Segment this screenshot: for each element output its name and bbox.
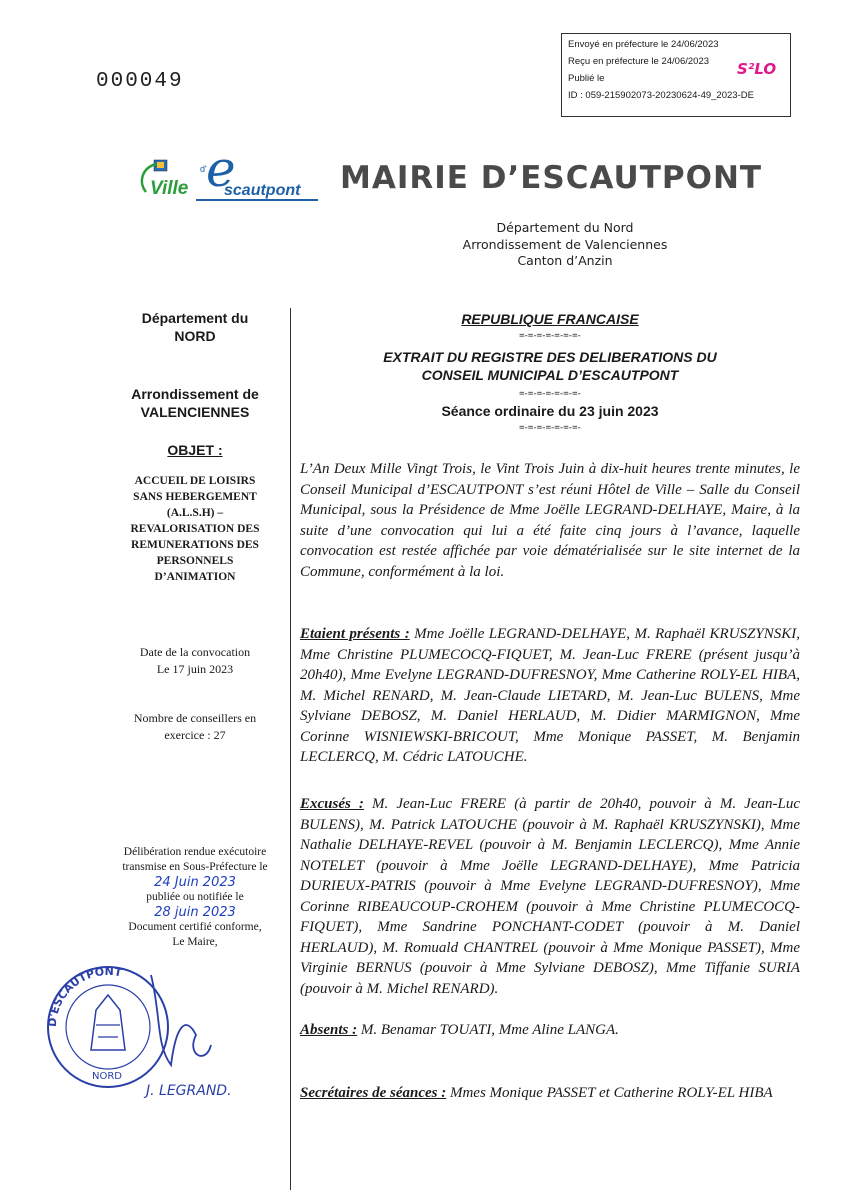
enforcement-line: Délibération rendue exécutoire	[123, 846, 267, 858]
convocation-date	[100, 644, 290, 678]
prefecture-stamp	[561, 33, 791, 117]
excused-label: Excusés :	[300, 796, 364, 812]
session-heading: Séance ordinaire du 23 juin 2023	[441, 403, 659, 419]
convocation-label: Date de la convocation	[139, 645, 251, 659]
present-list: Mme Joëlle LEGRAND-DELHAYE, M. Raphaël KRUSZYNSKI, Mme Christine PLUMECOCQ-FIQUET, M. Jean-Luc FRERE (présent jusqu’à 20h40), Mme Evelyne LEGRAND-DUFRESNOY, Mme Catherine ROLY-EL HIBA, M. Michel RENARD, M. Jean-Claude LIETARD, M. Jean-Luc BULENS, Mme Sylviane DEBOSZ, M. Daniel HERLAUD, M. Didier MARMIGNON, Mme Corinne WISNIEWSKI-BRICOUT, Mme Monique PASSET, M. Benjamin LECLERCQ, M. Cédric LATOUCHE.	[300, 626, 800, 765]
objet-line: PERSONNELS	[156, 555, 234, 567]
enforcement-block	[100, 845, 290, 950]
extract-heading-line: EXTRAIT DU REGISTRE DES DELIBERATIONS DU	[383, 349, 717, 365]
enforcement-line: publiée ou notifiée le	[146, 891, 244, 903]
separator: =-=-=-=-=-=-=-	[519, 331, 581, 341]
document-number: 000049	[96, 70, 184, 93]
left-arrondissement-value: VALENCIENNES	[140, 404, 250, 420]
objet-label: OBJET :	[167, 442, 223, 458]
svg-text:D'ESCAUTPONT	[46, 965, 124, 1027]
logo-text-d: d'	[200, 164, 207, 174]
stamp-received: Reçu en préfecture le 24/06/2023	[568, 56, 710, 67]
stamp-published: Publié le	[568, 73, 605, 84]
stamp-handwritten-mark: S²LO	[737, 60, 777, 78]
header-canton: Canton d’Anzin	[517, 253, 613, 268]
present-members-paragraph	[300, 624, 800, 768]
separator: =-=-=-=-=-=-=-	[519, 423, 581, 433]
objet-line: (A.L.S.H) –	[166, 507, 224, 519]
left-department-value: NORD	[174, 328, 216, 344]
objet-text	[100, 473, 290, 585]
objet-line: SANS HEBERGEMENT	[133, 491, 257, 503]
convocation-value: Le 17 juin 2023	[156, 662, 234, 676]
stamp-id: ID : 059-215902073-20230624-49_2023-DE	[568, 90, 754, 101]
seal-bottom-text: NORD	[92, 1071, 122, 1082]
column-divider	[290, 308, 291, 1190]
objet-line: REMUNERATIONS DES	[131, 539, 259, 551]
excused-members-paragraph	[300, 794, 800, 999]
excused-list: M. Jean-Luc FRERE (à partir de 20h40, pouvoir à M. Jean-Luc BULENS), M. Patrick LATOUCHE (pouvoir à M. Raphaël KRUSZYNSKI), Mme Nathalie DELHAYE-REVEL (pouvoir à M. Benjamin LECLERCQ), Mme Annie NOTELET (pouvoir à Mme Joëlle LEGRAND-DELHAYE), Mme Patricia DURIEUX-PATRIS (pouvoir à Mme Evelyne LEGRAND-DUFRESNOY), Mme Corinne RIBEAUCOUP-CROHEM (pouvoir à Mme Christine PLUMECOCQ-FIQUET), Mme Sandrine PONCHANT-CODET (pouvoir à M. Daniel HERLAUD), M. Romuald CHANTREL (pouvoir à Mme Monique PASSET), Mme Virginie BERNUS (pouvoir à Mme Sylviane DEBOSZ), Mme Tiffanie SURIA (pouvoir à M. Michel RENARD).	[300, 796, 800, 997]
left-arrondissement	[100, 385, 290, 421]
enforcement-line: Document certifié conforme,	[128, 921, 262, 933]
objet-line: ACCUEIL DE LOISIRS	[134, 475, 256, 487]
absent-label: Absents :	[300, 1022, 358, 1038]
logo-text-scautpont: scautpont	[224, 182, 301, 199]
left-department-label: Département du	[141, 310, 249, 326]
handwritten-date-transmission: 24 Juin 2023	[154, 875, 236, 890]
councillors-value: exercice : 27	[164, 728, 226, 742]
extract-heading	[300, 348, 800, 384]
republique-heading: REPUBLIQUE FRANCAISE	[461, 311, 639, 327]
left-department	[100, 309, 290, 345]
secretaries-label: Secrétaires de séances :	[300, 1085, 447, 1101]
seal-text: D'ESCAUTPONT	[45, 964, 124, 1028]
signature: J. LEGRAND.	[146, 1083, 232, 1099]
header-arrondissement: Arrondissement de Valenciennes	[462, 237, 668, 252]
absent-members-paragraph	[300, 1020, 800, 1041]
separator: =-=-=-=-=-=-=-	[519, 389, 581, 399]
handwritten-date-notification: 28 juin 2023	[154, 905, 236, 920]
secretaries-paragraph	[300, 1083, 800, 1104]
left-arrondissement-label: Arrondissement de	[131, 386, 259, 402]
header-department: Département du Nord	[496, 220, 634, 235]
logo-letter-e: e	[206, 146, 236, 198]
secretaries-list: Mmes Monique PASSET et Catherine ROLY-EL HIBA	[446, 1085, 773, 1101]
present-label: Etaient présents :	[300, 626, 410, 642]
objet-line: REVALORISATION DES	[130, 523, 260, 535]
councillors-label: Nombre de conseillers en	[133, 711, 257, 725]
town-logo	[136, 146, 321, 206]
objet-line: D’ANIMATION	[154, 571, 236, 583]
page-title: MAIRIE D’ESCAUTPONT	[340, 160, 763, 196]
mayor-seal-and-signature	[36, 955, 236, 1105]
enforcement-line: Le Maire,	[172, 936, 218, 948]
councillors-count	[100, 710, 290, 744]
logo-text-ville: Ville	[150, 178, 189, 199]
absent-list: M. Benamar TOUATI, Mme Aline LANGA.	[357, 1022, 619, 1038]
stamp-sent: Envoyé en préfecture le 24/06/2023	[568, 39, 719, 50]
extract-heading-line: CONSEIL MUNICIPAL D’ESCAUTPONT	[421, 367, 679, 383]
enforcement-line: transmise en Sous-Préfecture le	[122, 861, 268, 873]
intro-paragraph: L’An Deux Mille Vingt Trois, le Vint Trois Juin à dix-huit heures trente minutes, le Conseil Municipal d’ESCAUTPONT s’est réuni Hôtel de Ville – Salle du Conseil Municipal, sous la Présidence de Mme Joëlle LEGRAND-DELHAYE, Maire, à la suite d’une convocation qui lui a été faite cinq jours à l’avance, laquelle convocation est restée affichée par voie dématérialisée sur le site internet de la Commune, conformément à la loi.	[300, 461, 800, 580]
